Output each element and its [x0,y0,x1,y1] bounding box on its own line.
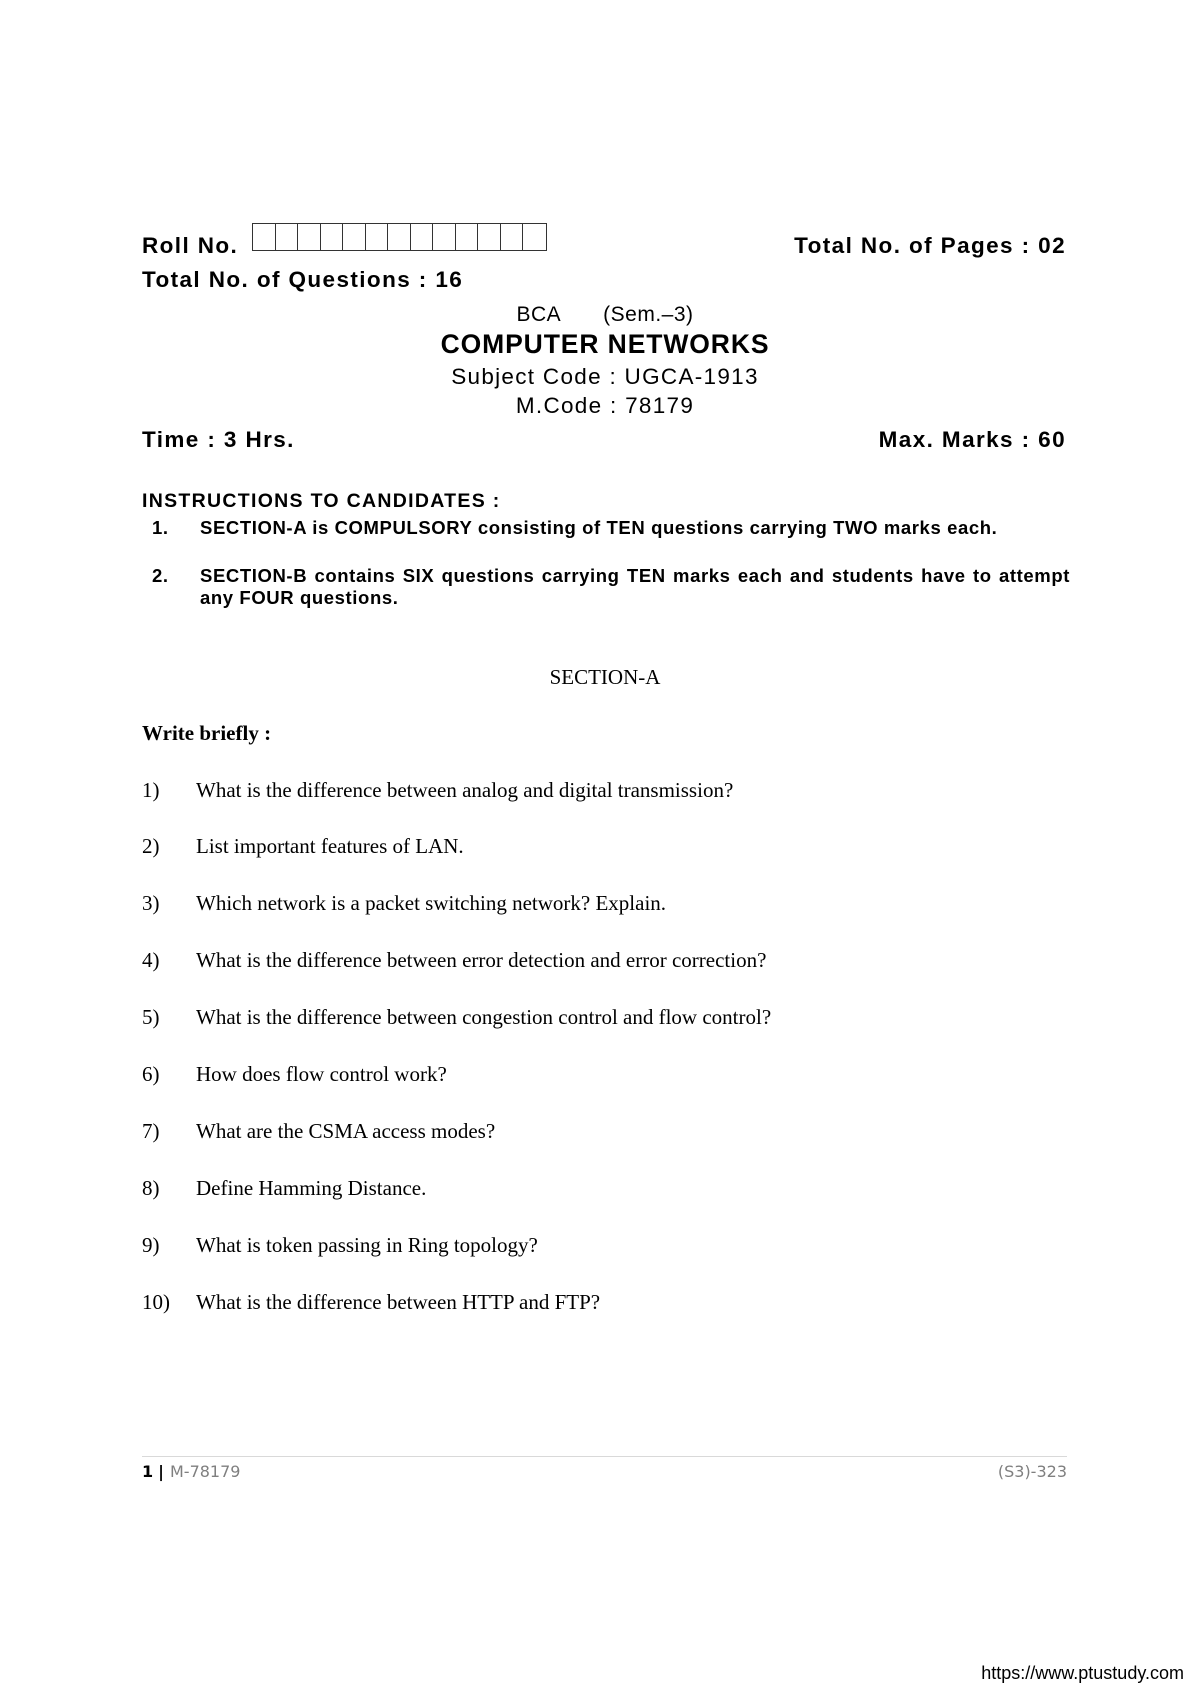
roll-no-box [411,224,434,250]
question-text: What is the difference between error detection and error correction? [196,948,767,972]
instruction-text: SECTION-B contains SIX questions carrying TEN marks each and students have to attempt any FOUR questions. [200,565,1070,608]
roll-no-box [478,224,501,250]
footer-left [142,1462,240,1481]
question-number: 1) [142,778,160,802]
m-code: M.Code : 78179 [515,393,695,418]
instruction-text: SECTION-A is COMPULSORY consisting of TEN questions carrying TWO marks each. [200,517,998,538]
page-number: 1 [142,1462,154,1481]
question-number: 9) [142,1233,160,1257]
subject-code: Subject Code : UGCA-1913 [451,364,759,389]
subject-title: COMPUTER NETWORKS [440,329,770,359]
roll-no-box [433,224,456,250]
footer-divider [142,1456,1067,1457]
instruction-number: 2. [152,565,169,586]
question-text: Which network is a packet switching network? Explain. [196,891,667,915]
total-questions: Total No. of Questions : 16 [142,267,464,292]
total-pages: Total No. of Pages : 02 [794,233,1066,258]
question-number: 3) [142,891,160,915]
section-a-title: SECTION-A [549,665,661,689]
question-text: What are the CSMA access modes? [196,1119,496,1143]
question-number: 5) [142,1005,160,1029]
roll-no-box [523,224,546,250]
roll-no-box [343,224,366,250]
roll-no-box [456,224,479,250]
roll-no-box [276,224,299,250]
semester: (Sem.–3) [603,303,694,326]
question-text: What is the difference between congestion control and flow control? [196,1005,772,1029]
question-text: What is the difference between analog and digital transmission? [196,778,734,802]
roll-no-label: Roll No. [142,233,239,258]
question-number: 10) [142,1290,170,1314]
section-a-subtitle: Write briefly : [142,721,272,745]
roll-no-box [321,224,344,250]
watermark-url: https://www.ptustudy.com [981,1663,1184,1683]
instruction-number: 1. [152,517,169,538]
question-text: What is token passing in Ring topology? [196,1233,538,1257]
course-line [0,303,1200,327]
footer-separator: | [158,1462,164,1481]
course-name: BCA [516,303,562,326]
question-number: 2) [142,834,160,858]
roll-no-box [366,224,389,250]
roll-no-box [253,224,276,250]
question-number: 7) [142,1119,160,1143]
question-text: How does flow control work? [196,1062,447,1086]
question-text: What is the difference between HTTP and FTP? [196,1290,601,1314]
instructions-title: INSTRUCTIONS TO CANDIDATES : [142,490,501,512]
question-text: Define Hamming Distance. [196,1176,427,1200]
footer-code: M-78179 [169,1462,241,1481]
question-number: 4) [142,948,160,972]
roll-no-box [501,224,524,250]
question-text: List important features of LAN. [196,834,464,858]
max-marks: Max. Marks : 60 [878,427,1066,452]
roll-no-box [298,224,321,250]
question-number: 8) [142,1176,160,1200]
question-number: 6) [142,1062,160,1086]
roll-no-box [388,224,411,250]
roll-no-boxes [252,223,547,251]
footer-series: (S3)-323 [997,1462,1067,1481]
time: Time : 3 Hrs. [142,427,295,452]
